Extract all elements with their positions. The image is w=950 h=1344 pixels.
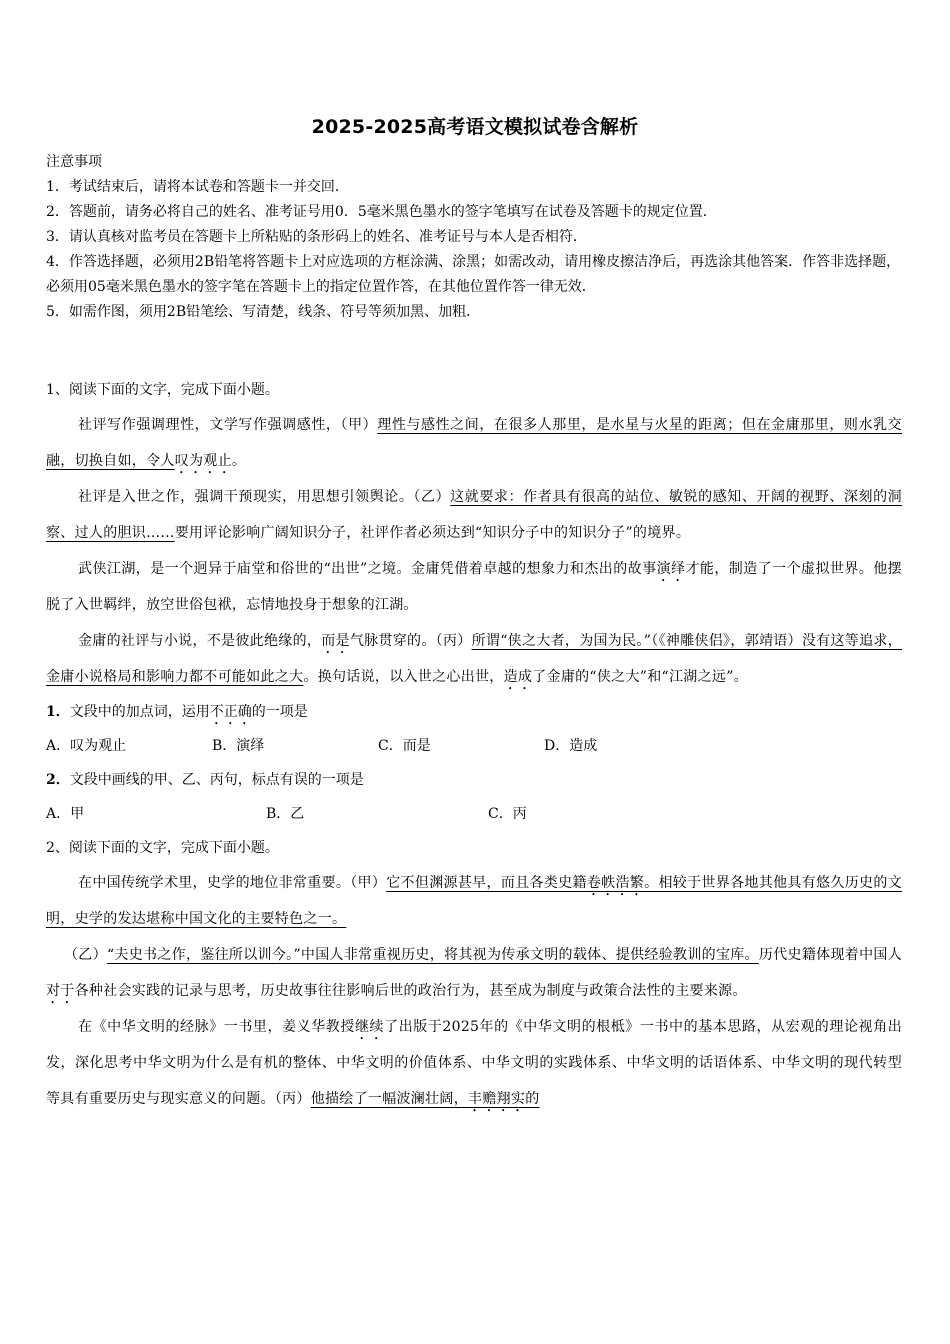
dotted-word: 演绎 bbox=[656, 561, 686, 577]
note-item: 5．如需作图，须用2B铅笔绘、写清楚，线条、符号等须加黑、加粗． bbox=[46, 304, 481, 320]
text-run: 了出版于2025年的《中华文明的根柢》一书中的基本思路，从宏观的理论视角出发，深化思考中华文明为什么是有机的整体、中华文明的价值体系、中华文明的实践体系、中华文明的话语体系、中华文明的现代转型等具有重要历史与现实意义的问题。（丙） bbox=[46, 1019, 902, 1107]
text-run: 历代史籍体现着中国人 bbox=[758, 947, 902, 963]
text-run: 社评写作强调理性，文学写作强调感性，（甲） bbox=[78, 417, 378, 433]
option-b[interactable]: B．乙 bbox=[266, 806, 305, 822]
note-item: 4．作答选择题，必须用2B铅笔将答题卡上对应选项的方框涂满、涂黑；如需改动，请用橡皮擦洁净后，再选涂其他答案．作答非选择题，必须用05毫米黑色墨水的签字笔在答题卡上的指定位置作答，在其他位置作答一律无效． bbox=[46, 254, 901, 295]
passage1-paragraph1 bbox=[46, 407, 902, 479]
passage1-paragraph2 bbox=[46, 479, 902, 551]
text-run: 才能，制造了一个虚拟世界。他摆脱了入世羁绊，放空世俗包袱，忘情地投身于想象的江湖。 bbox=[46, 561, 902, 613]
passage2-paragraph3 bbox=[46, 1009, 902, 1117]
dotted-word: 卷帙浩繁 bbox=[586, 875, 645, 891]
underlined-sentence-yi: 这就要求：作者具有很高的站位、敏锐的感知、开阔的视野、深刻的洞察、过人的胆识…… bbox=[46, 489, 902, 541]
option-b[interactable]: B．演绎 bbox=[212, 738, 265, 754]
option-a[interactable]: A．甲 bbox=[46, 806, 85, 822]
question-text: 文段中画线的甲、乙、丙句，标点有误的一项是 bbox=[69, 772, 364, 788]
text-run: 武侠江湖，是一个迥异于庙堂和俗世的“出世”之境。金庸凭借着卓越的想象力和杰出的故事 bbox=[78, 561, 657, 577]
text-run: 在中国传统学术里，史学的地位非常重要。（甲） bbox=[78, 875, 387, 891]
notes-heading: 注意事项 bbox=[46, 154, 102, 170]
underlined-sentence-jia: 理性与感性之间，在很多人那里，是水星与火星的距离；但在金庸那里，则水乳交融，切换自如，令人 bbox=[46, 417, 902, 469]
underlined-sentence-jia-cont: 。相较于世界各地其他具有悠久历史的文明，史学的发达堪称中国文化的主要特色之一。 bbox=[46, 875, 902, 927]
dotted-word: 而是 bbox=[321, 633, 350, 649]
question-number: 2． bbox=[46, 772, 70, 788]
text-run: 文段中的加点词，运用 bbox=[69, 704, 210, 720]
dotted-word: 对于 bbox=[46, 983, 75, 999]
text-run: 各种社会实践的记录与思考，历史故事往往影响后世的政治行为，甚至成为制度与政策合法性的主要来源。 bbox=[74, 983, 747, 999]
text-run: 社评是入世之作，强调干预现实，用思想引领舆论。（乙） bbox=[78, 489, 451, 505]
passage2-paragraph1 bbox=[46, 865, 902, 937]
text-run: （乙） bbox=[64, 947, 107, 963]
option-a[interactable]: A．叹为观止 bbox=[46, 738, 127, 754]
question-1-options bbox=[46, 729, 902, 763]
page-title: 2025-2025高考语文模拟试卷含解析 bbox=[311, 116, 639, 138]
passage1-paragraph4 bbox=[46, 623, 902, 695]
text-run: 了金庸的“侠之大”和“江湖之远”。 bbox=[532, 669, 748, 685]
exam-notes bbox=[46, 150, 906, 325]
option-c[interactable]: C．而是 bbox=[378, 738, 431, 754]
question-1 bbox=[46, 695, 902, 729]
question-2 bbox=[46, 763, 902, 797]
dotted-word: 叹为观止 bbox=[174, 453, 232, 469]
question-number: 1． bbox=[46, 704, 70, 720]
text-run: 要用评论影响广阔知识分子，社评作者必须达到“知识分子中的知识分子”的境界。 bbox=[174, 525, 691, 541]
underlined-sentence-bing: 他描绘了一幅波澜壮阔， bbox=[310, 1091, 469, 1107]
dotted-word: 造成 bbox=[503, 669, 533, 685]
underlined-sentence-bing-cont: 的 bbox=[525, 1091, 540, 1107]
underlined-sentence-bing: 所谓“侠之大者，为国为民。”（《神雕侠侣》，郭靖语）没有这等追求，金庸小说格局和影响力都不可能如此之大 bbox=[46, 633, 902, 685]
note-item: 2．答题前，请务必将自己的姓名、准考证号用0．5毫米黑色墨水的签字笔填写在试卷及答题卡的规定位置． bbox=[46, 204, 717, 220]
text-run: 在《中华文明的经脉》一书里，姜义华教授 bbox=[78, 1019, 355, 1035]
option-c[interactable]: C．丙 bbox=[488, 806, 527, 822]
underlined-sentence-jia: 它不但渊源甚早，而且各类史籍 bbox=[386, 875, 587, 891]
passage1-paragraph3 bbox=[46, 551, 902, 623]
text-run: 。 bbox=[231, 453, 247, 469]
option-d[interactable]: D．造成 bbox=[544, 738, 598, 754]
text-run: 。换句话说，以入世之心出世， bbox=[303, 669, 504, 685]
dotted-word: 不正确 bbox=[209, 704, 252, 720]
text-run: 的一项是 bbox=[251, 704, 308, 720]
dotted-word: 丰赡翔实 bbox=[468, 1091, 526, 1107]
dotted-word: 继续 bbox=[354, 1019, 385, 1035]
question-body bbox=[46, 373, 902, 1117]
question-2-options bbox=[46, 797, 902, 831]
underlined-sentence-yi: “夫史书之作，鉴往所以训今。”中国人非常重视历史，将其视为传承文明的载体、提供经验教训的宝库。 bbox=[106, 947, 759, 963]
note-item: 3．请认真核对监考员在答题卡上所粘贴的条形码上的姓名、准考证号与本人是否相符． bbox=[46, 229, 587, 245]
text-run: 金庸的社评与小说，不是彼此绝缘的， bbox=[78, 633, 322, 649]
note-item: 1．考试结束后，请将本试卷和答题卡一并交回． bbox=[46, 179, 349, 195]
section2-heading: 2、阅读下面的文字，完成下面小题。 bbox=[46, 840, 279, 856]
passage2-paragraph2 bbox=[46, 937, 902, 1009]
text-run: 气脉贯穿的。（丙） bbox=[349, 633, 472, 649]
section1-heading: 1、阅读下面的文字，完成下面小题。 bbox=[46, 382, 279, 398]
